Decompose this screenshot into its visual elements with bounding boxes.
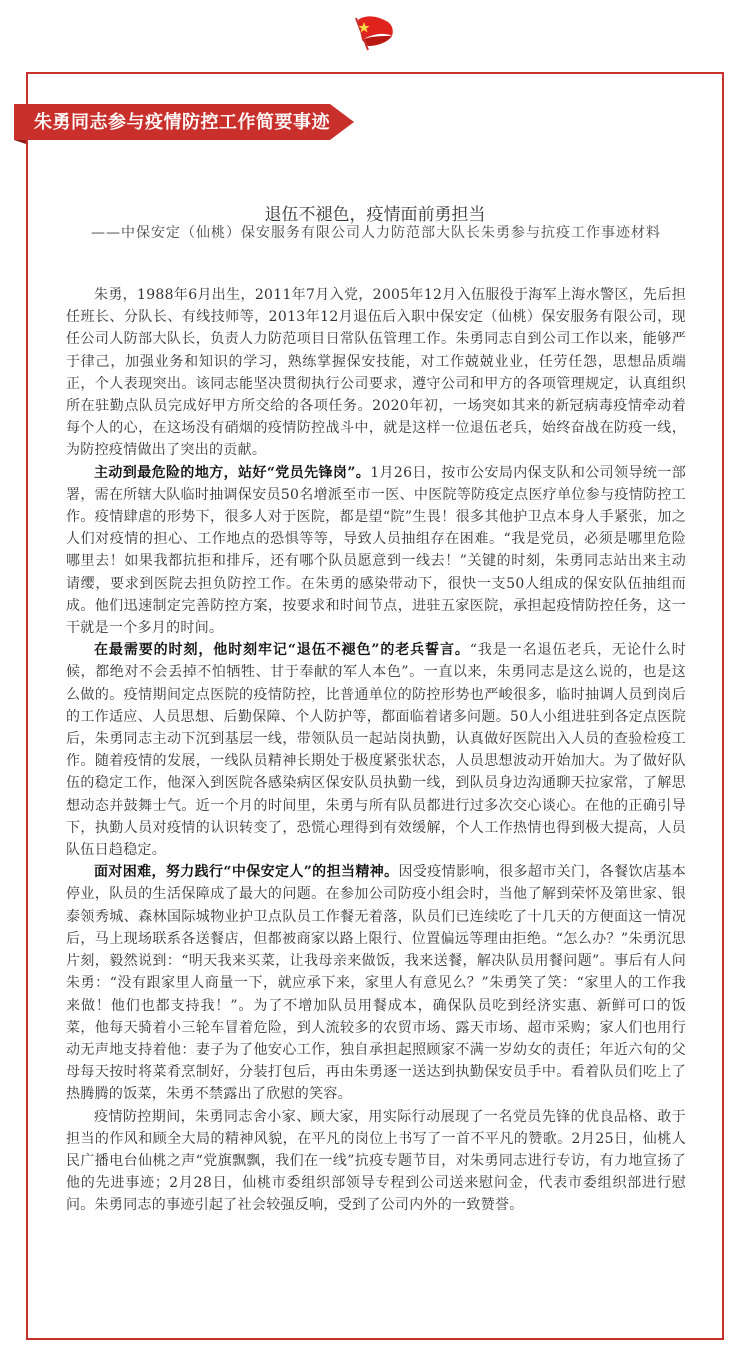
paragraph-responsibility: 面对困难，努力践行“中保安定人”的担当精神。因受疫情影响，很多超市关门，各餐饮店基本停业，队员的生活保障成了最大的问题。在参加公司防疫小组会时，当他了解到荣怀及第世家、银泰领秀城、森林国际城物业护卫点队员工作餐无着落，队员们已连续吃了十几天的方便面这一情况后，马上现场联系各送餐店，但都被商家以路上限行、位置偏远等理由拒绝。“怎么办？”朱勇沉思片刻，毅然说到：“明天我来买菜，让我母亲来做饭，我来送餐，解决队员用餐问题”。事后有人问朱勇：“没有跟家里人商量一下，就应承下来，家里人有意见么？”朱勇笑了笑：“家里人的工作我来做！他们也都支持我！”。为了不增加队员用餐成本，确保队员吃到经济实惠、新鲜可口的饭菜，他每天骑着小三轮车冒着危险，到人流较多的农贸市场、露天市场、超市采购；家人们也用行动无声地支持着他：妻子为了他安心工作，独自承担起照顾家不满一岁幼女的责任；年近六旬的父母每天按时将菜肴烹制好，分装打包后，再由朱勇逐一送达到执勤保安员手中。看着队员们吃上了热腾腾的饭菜，朱勇不禁露出了欣慰的笑容。	[66, 864, 686, 1103]
paragraph-lead: 面对困难，努力践行“中保安定人”的担当精神。	[94, 864, 399, 881]
red-flag-icon	[348, 12, 398, 52]
paragraph-lead: 主动到最危险的地方，站好“党员先锋岗”。	[94, 464, 371, 481]
paragraph-lead: 在最需要的时刻，他时刻牢记“退伍不褪色”的老兵誓言。	[94, 642, 470, 659]
paragraph-vanguard: 主动到最危险的地方，站好“党员先锋岗”。1月26日，按市公安局内保支队和公司领导统一部署，需在所辖大队临时抽调保安员50名增派至市一医、中医院等防疫定点医疗单位参与疫情防控工作。疫情肆虐的形势下，很多人对于医院，都是望“院”生畏！很多其他护卫点本身人手紧张，加之人们对疫情的担心、工作地点的恐惧等等，导致人员抽组存在困难。“我是党员，必须是哪里危险哪里去！如果我都抗拒和排斥，还有哪个队员愿意到一线去！”关键的时刻，朱勇同志站出来主动请缨，要求到医院去担负防控工作。在朱勇的感染带动下，很快一支50人组成的保安队伍抽组而成。他们迅速制定完善防控方案，按要求和时间节点，进驻五家医院，承担起疫情防控任务，这一干就是一个多月的时间。	[66, 464, 686, 637]
paragraph-veteran: 在最需要的时刻，他时刻牢记“退伍不褪色”的老兵誓言。“我是一名退伍老兵，无论什么时候，都绝对不会丢掉不怕牺牲、甘于奉献的军人本色”。一直以来，朱勇同志是这么说的，也是这么做的。疫情期间定点医院的疫情防控，比普通单位的防控形势也严峻很多，临时抽调人员到岗后的工作适应、人员思想、后勤保障、个人防护等，都面临着诸多问题。50人小组进驻到各定点医院后，朱勇同志主动下沉到基层一线，带领队员一起站岗执勤，认真做好医院出入人员的查验检疫工作。随着疫情的发展，一线队员精神长期处于极度紧张状态，人员思想波动开始加大。为了做好队伍的稳定工作，他深入到医院各感染病区保安队员执勤一线，到队员身边沟通聊天拉家常，了解思想动态并鼓舞士气。近一个月的时间里，朱勇与所有队员都进行过多次交心谈心。在他的正确引导下，执勤人员对疫情的认识转变了，恐慌心理得到有效缓解，个人工作热情也得到极大提高，人员队伍日趋稳定。	[66, 642, 687, 859]
banner-title: 朱勇同志参与疫情防控工作简要事迹	[34, 112, 330, 133]
paragraph-intro: 朱勇，1988年6月出生，2011年7月入党，2005年12月入伍服役于海军上海水警区，先后担任班长、分队长、有线技师等，2013年12月退伍后入职中保安定（仙桃）保安服务有限公司，现任公司人防部大队长，负责人力防范项目日常队伍管理工作。朱勇同志自到公司工作以来，能够严于律己，加强业务和知识的学习，熟练掌握保安技能，对工作兢兢业业，任劳任怨，思想品质端正，个人表现突出。该同志能坚决贯彻执行公司要求，遵守公司和甲方的各项管理规定，认真组织所在驻勤点队员完成好甲方所交给的各项任务。2020年初，一场突如其来的新冠病毒疫情牵动着每个人的心，在这场没有硝烟的疫情防控战斗中，就是这样一位退伍老兵，始终奋战在防疫一线，为防控疫情做出了突出的贡献。	[66, 287, 686, 459]
paragraph-conclusion: 疫情防控期间，朱勇同志舍小家、顾大家，用实际行动展现了一名党员先锋的优良品格、敢于担当的作风和顾全大局的精神风貌，在平凡的岗位上书写了一首不平凡的赞歌。2月25日，仙桃人民广播电台仙桃之声“党旗飘飘，我们在一线”抗疫专题节目，对朱勇同志进行专访，有力地宣扬了他的先进事迹；2月28日，仙桃市委组织部领导专程到公司送来慰问金，代表市委组织部进行慰问。朱勇同志的事迹引起了社会较强反响，受到了公司内外的一致赞誉。	[66, 1108, 686, 1214]
article-body	[66, 284, 686, 1217]
article-subtitle: ——中保安定（仙桃）保安服务有限公司人力防范部大队长朱勇参与抗疫工作事迹材料	[91, 225, 661, 241]
article-title: 退伍不褪色，疫情面前勇担当	[264, 205, 486, 225]
